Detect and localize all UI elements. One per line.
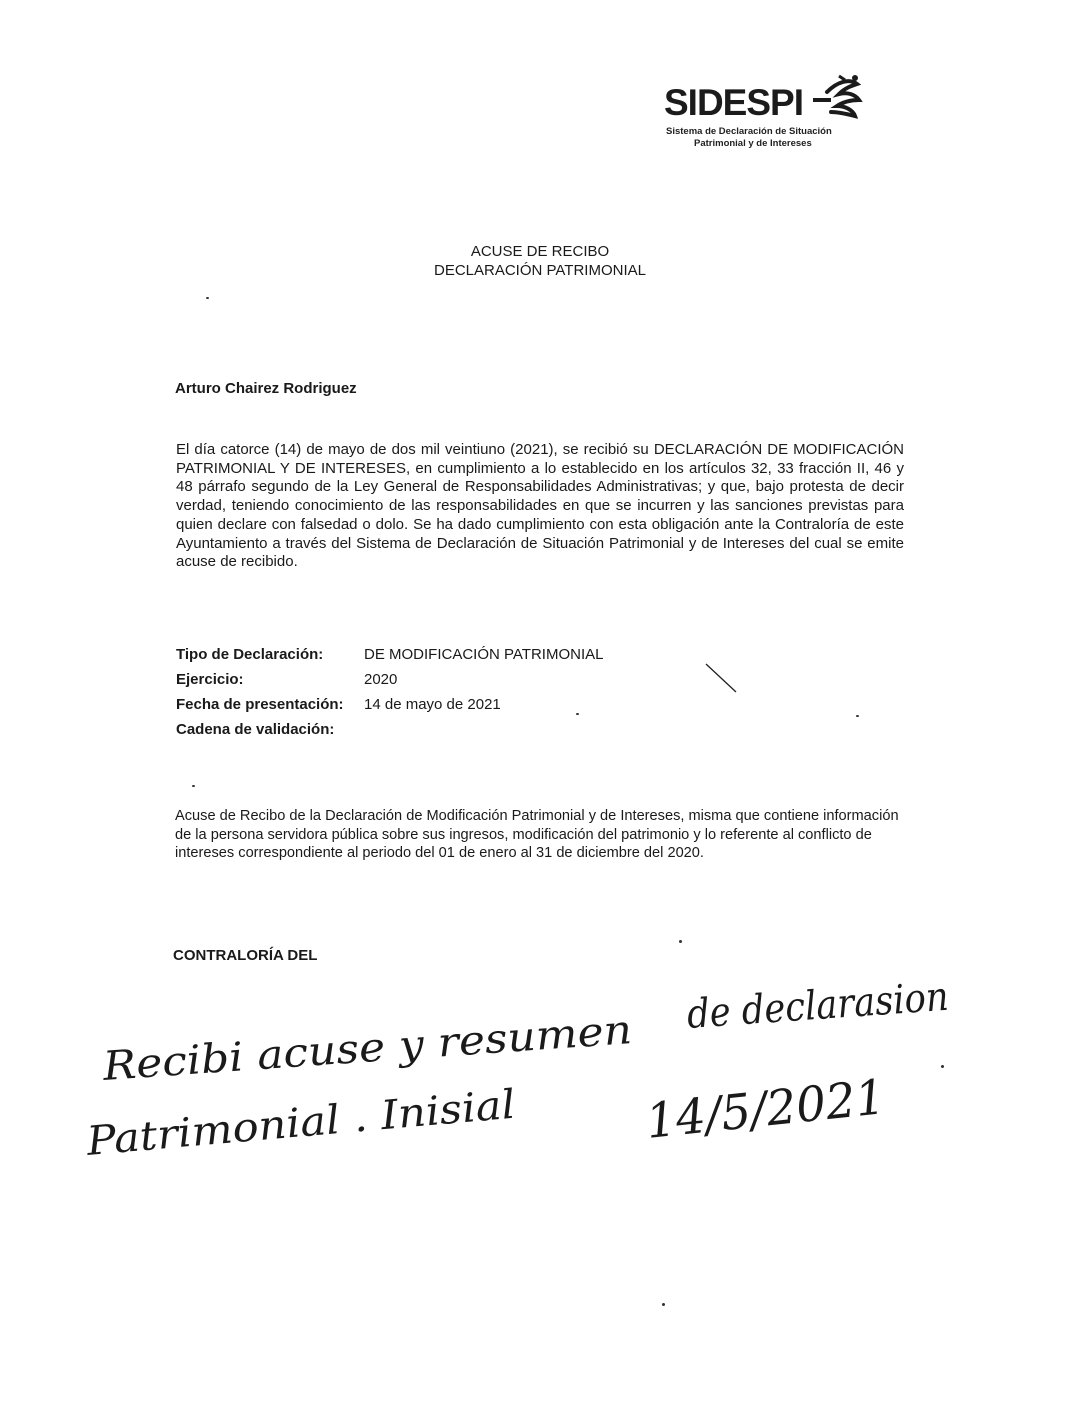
sidespi-logo [664,72,874,152]
recipient-name: Arturo Chairez Rodriguez [175,380,357,397]
handwritten-line1-right: de declarasion [685,980,985,1038]
handwritten-line1-left: Recibi acuse y resumen [101,1010,585,1090]
logo-emblem-icon [809,72,869,124]
handwritten-line2-left: Patrimonial . Inisial [84,1084,484,1165]
summary-paragraph: Acuse de Recibo de la Declaración de Modificación Patrimonial y de Intereses, misma que contiene información de la persona servidora pública sobre sus ingresos, modificación del patrimonio y lo referente al conflicto de intereses correspondiente al periodo del 01 de enero al 31 de diciembre del 2020. [175,808,899,862]
scan-speck [679,940,682,943]
signature-block: CONTRALORÍA DEL [173,947,318,964]
field-value: 14 de mayo de 2021 [364,696,501,713]
field-label: Tipo de Declaración: [176,646,324,663]
logo-wordmark: SIDESPI [664,82,803,123]
logo-subtitle-line2: Patrimonial y de Intereses [694,138,812,149]
document-heading-line1: ACUSE DE RECIBO [470,243,610,260]
scan-speck [941,1065,944,1068]
field-label: Cadena de validación: [176,721,335,738]
field-row-fecha [176,696,603,721]
scan-speck [662,1303,665,1306]
scan-speck [192,785,195,787]
field-label: Ejercicio: [176,671,244,688]
field-row-ejercicio [176,671,603,696]
field-value: DE MODIFICACIÓN PATRIMONIAL [364,646,604,663]
field-label: Fecha de presentación: [176,696,344,713]
body-paragraph: El día catorce (14) de mayo de dos mil veintiuno (2021), se recibió su DECLARACIÓN DE MODIFICACIÓN PATRIMONIAL Y DE INTERESES, en cumplimiento a lo establecido en los artículos 32, 33 fracción II, 46 y 48 párrafo segundo de la Ley General de Responsabilidades Administrativas; y que, bajo protesta de decir verdad, teniendo conocimiento de las responsabilidades en que se incurren y las sanciones previstas para quien declare con falsedad o dolo. Se ha dado cumplimiento con esta obligación ante la Contraloría de este Ayuntamiento a través del Sistema de Declaración de Situación Patrimonial y de Intereses del cual se emite acuse de recibido. [176,441,904,571]
handwritten-date: 14/5/2021 [643,1068,895,1150]
field-row-cadena [176,721,603,746]
field-row-tipo [176,646,603,671]
document-heading-line2: DECLARACIÓN PATRIMONIAL [434,262,646,279]
scan-speck [576,713,579,715]
stray-mark [700,660,750,700]
declaration-fields [176,646,603,746]
handwritten-note [0,980,1088,1170]
scan-speck [206,297,209,299]
field-value: 2020 [364,671,398,688]
scan-speck [856,715,859,717]
logo-subtitle-line1: Sistema de Declaración de Situación [666,126,832,137]
